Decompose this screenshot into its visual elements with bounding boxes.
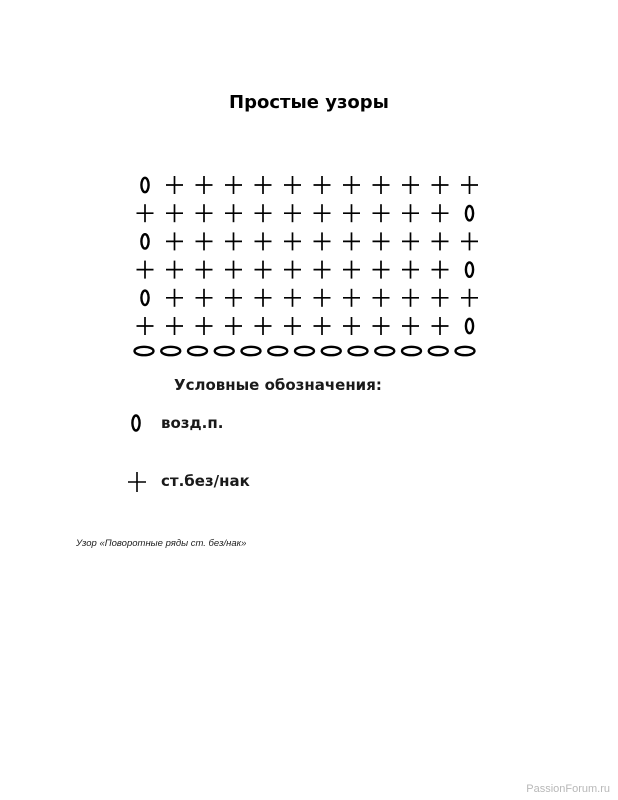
watermark: PassionForum.ru <box>526 783 610 795</box>
single-crochet-symbol <box>373 261 390 279</box>
single-crochet-symbol <box>284 317 301 335</box>
single-crochet-symbol <box>166 317 183 335</box>
single-crochet-symbol <box>343 176 360 194</box>
single-crochet-symbol <box>461 232 478 250</box>
foundation-chain-symbol <box>188 347 207 355</box>
single-crochet-symbol <box>196 261 213 279</box>
chain-stitch-symbol <box>466 319 473 333</box>
single-crochet-symbol <box>255 261 272 279</box>
single-crochet-symbol <box>461 289 478 307</box>
single-crochet-symbol <box>284 289 301 307</box>
single-crochet-symbol <box>284 232 301 250</box>
single-crochet-symbol <box>196 232 213 250</box>
single-crochet-symbol <box>137 261 154 279</box>
single-crochet-symbol <box>284 204 301 222</box>
single-crochet-symbol <box>343 261 360 279</box>
single-crochet-symbol <box>255 232 272 250</box>
single-crochet-symbol <box>314 261 331 279</box>
single-crochet-symbol <box>225 261 242 279</box>
single-crochet-symbol <box>402 289 419 307</box>
single-crochet-symbol <box>402 261 419 279</box>
single-crochet-symbol <box>284 176 301 194</box>
single-crochet-symbol <box>432 176 449 194</box>
single-crochet-symbol <box>166 289 183 307</box>
single-crochet-symbol <box>137 317 154 335</box>
single-crochet-symbol <box>373 317 390 335</box>
chain-stitch-symbol <box>141 291 148 305</box>
foundation-chain-symbol <box>322 347 341 355</box>
foundation-chain-symbol <box>375 347 394 355</box>
single-crochet-symbol <box>373 176 390 194</box>
single-crochet-symbol <box>166 232 183 250</box>
single-crochet-symbol <box>225 289 242 307</box>
chain-oval-icon <box>126 410 146 436</box>
single-crochet-symbol <box>255 317 272 335</box>
single-crochet-symbol <box>284 261 301 279</box>
single-crochet-symbol <box>343 232 360 250</box>
single-crochet-symbol <box>373 232 390 250</box>
single-crochet-symbol <box>314 317 331 335</box>
single-crochet-symbol <box>402 204 419 222</box>
single-crochet-symbol <box>225 317 242 335</box>
foundation-chain-symbol <box>349 347 368 355</box>
single-crochet-symbol <box>343 317 360 335</box>
legend-label-chain: возд.п. <box>161 414 224 432</box>
single-crochet-symbol <box>255 176 272 194</box>
single-crochet-symbol <box>461 176 478 194</box>
single-crochet-symbol <box>196 289 213 307</box>
legend-label-single-crochet: ст.без/нак <box>161 472 250 490</box>
single-crochet-symbol <box>314 232 331 250</box>
single-crochet-symbol <box>166 176 183 194</box>
single-crochet-symbol <box>402 232 419 250</box>
chain-stitch-symbol <box>141 178 148 192</box>
cross-icon <box>126 468 148 494</box>
foundation-chain-symbol <box>295 347 314 355</box>
single-crochet-symbol <box>196 204 213 222</box>
single-crochet-symbol <box>432 317 449 335</box>
single-crochet-symbol <box>314 289 331 307</box>
page-title: Простые узоры <box>229 92 389 113</box>
foundation-chain-symbol <box>242 347 261 355</box>
single-crochet-symbol <box>432 289 449 307</box>
single-crochet-symbol <box>225 176 242 194</box>
single-crochet-symbol <box>432 261 449 279</box>
single-crochet-symbol <box>166 261 183 279</box>
legend-title: Условные обозначения: <box>174 376 382 394</box>
single-crochet-symbol <box>343 204 360 222</box>
chain-stitch-symbol <box>466 206 473 220</box>
foundation-chain-symbol <box>161 347 180 355</box>
single-crochet-symbol <box>432 232 449 250</box>
figure-caption: Узор «Поворотные ряды ст. без/нак» <box>76 538 247 549</box>
foundation-chain-symbol <box>215 347 234 355</box>
single-crochet-symbol <box>373 289 390 307</box>
single-crochet-symbol <box>225 232 242 250</box>
single-crochet-symbol <box>373 204 390 222</box>
single-crochet-symbol <box>402 317 419 335</box>
single-crochet-symbol <box>137 204 154 222</box>
single-crochet-symbol <box>225 204 242 222</box>
single-crochet-symbol <box>196 176 213 194</box>
single-crochet-symbol <box>196 317 213 335</box>
foundation-chain-symbol <box>402 347 421 355</box>
foundation-chain-symbol <box>429 347 448 355</box>
foundation-chain-symbol <box>456 347 475 355</box>
chain-stitch-symbol <box>466 262 473 276</box>
chain-stitch-symbol <box>141 234 148 248</box>
single-crochet-symbol <box>314 176 331 194</box>
single-crochet-symbol <box>314 204 331 222</box>
single-crochet-symbol <box>255 289 272 307</box>
single-crochet-symbol <box>255 204 272 222</box>
crochet-chart <box>128 168 484 364</box>
single-crochet-symbol <box>166 204 183 222</box>
foundation-chain-symbol <box>268 347 287 355</box>
foundation-chain-symbol <box>135 347 154 355</box>
single-crochet-symbol <box>432 204 449 222</box>
single-crochet-symbol <box>402 176 419 194</box>
single-crochet-symbol <box>343 289 360 307</box>
